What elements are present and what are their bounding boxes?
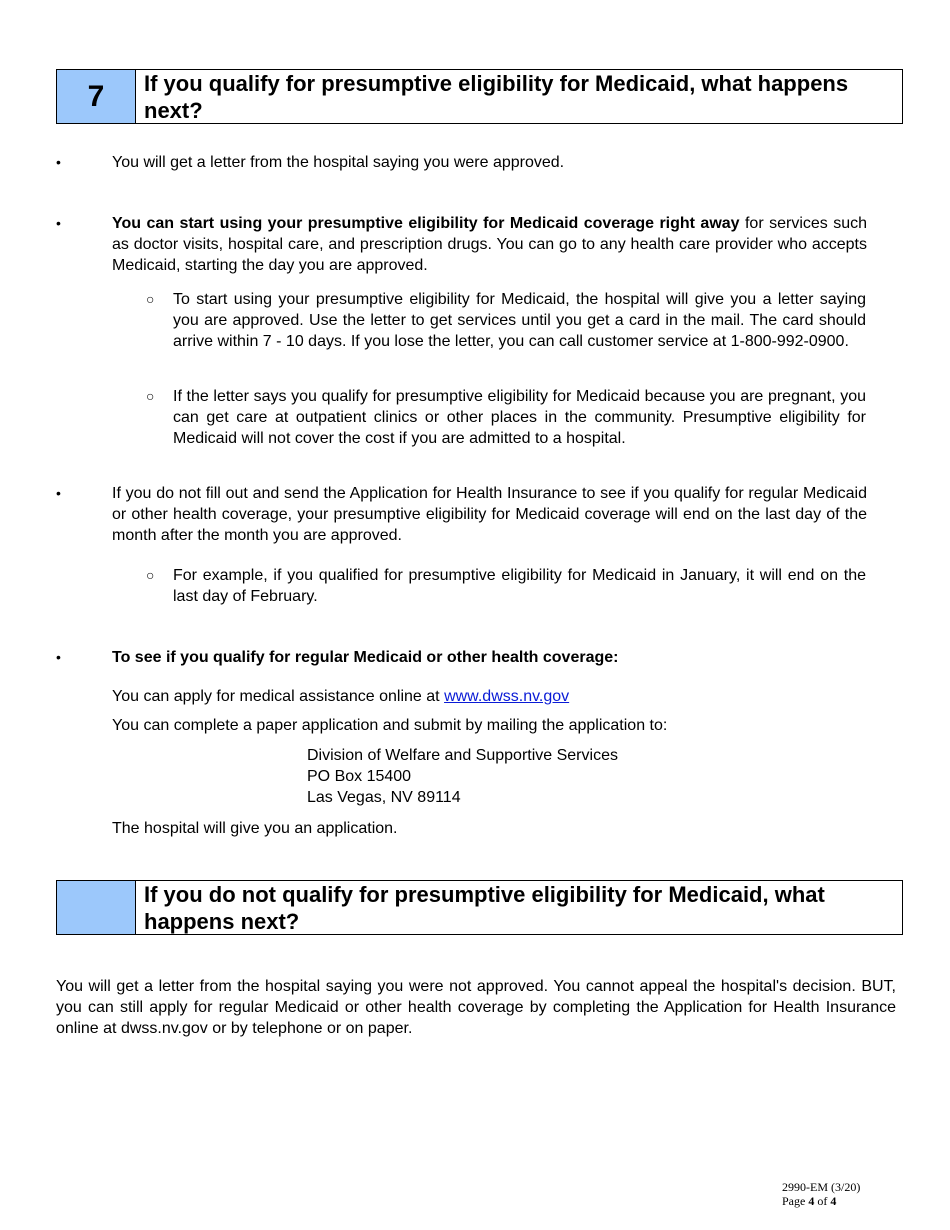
address-line-2: PO Box 15400 (307, 768, 412, 785)
page-prefix: Page (782, 1194, 809, 1208)
apply-online-text: You can apply for medical assistance online at (112, 688, 445, 705)
bullet-icon: • (56, 649, 61, 665)
bullet-icon: • (56, 485, 61, 501)
sub-bullet-icon: ○ (146, 567, 155, 583)
sub-bullet-icon: ○ (146, 291, 155, 307)
section-7-header (56, 69, 903, 124)
page-footer (782, 1180, 860, 1208)
section-number (57, 881, 136, 934)
apply-paper-text: You can complete a paper application and submit by mailing the application to: (112, 717, 668, 734)
page-current: 4 (808, 1194, 815, 1208)
not-qualify-header (56, 880, 903, 935)
hospital-application-text: The hospital will give you an application. (112, 820, 398, 837)
bullet-start-using-rest: for services such as doctor visits, hospital care, and prescription drugs. You can go to any health care provider who accepts Medicaid, starting the day you are approved. (112, 215, 867, 274)
bullet-coverage-end: If you do not fill out and send the Application for Health Insurance to see if you qualify for regular Medicaid or other health coverage, your presumptive eligibility for Medicaid coverage will end on the last day of the month after the month you are approved. (112, 485, 867, 544)
bullet-start-using-bold: You can start using your presumptive eligibility for Medicaid coverage right away (112, 215, 740, 232)
address-line-1: Division of Welfare and Supportive Services (307, 747, 618, 764)
bullet-regular-medicaid: To see if you qualify for regular Medicaid or other health coverage: (112, 649, 619, 666)
page-of: of (814, 1194, 831, 1208)
mailing-address (307, 745, 618, 808)
section-number: 7 (57, 70, 136, 123)
apply-online-line (112, 686, 569, 707)
form-id: 2990-EM (3/20) (782, 1180, 861, 1194)
bullet-start-using (112, 213, 867, 276)
dwss-website-link[interactable]: www.dwss.nv.gov (444, 688, 570, 705)
page-total: 4 (830, 1194, 837, 1208)
page-number (782, 1194, 860, 1208)
section-title: If you qualify for presumptive eligibility for Medicaid, what happens next? (144, 70, 849, 123)
not-qualify-body: You will get a letter from the hospital saying you were not approved. You cannot appeal the hospital's decision. BUT, you can still apply for regular Medicaid or other health coverage by completing the Application for Health Insurance online at dwss.nv.gov or by telephone or on paper. (56, 978, 896, 1037)
bullet-icon: • (56, 215, 61, 231)
sub-bullet-letter-card: To start using your presumptive eligibility for Medicaid, the hospital will give you a letter saying you are approved. Use the letter to get services until you get a card in the mail. The card should arrive within 7 - 10 days. If you lose the letter, you can call customer service at 1-800-992-0900. (173, 291, 866, 350)
section-title: If you do not qualify for presumptive eligibility for Medicaid, what happens next? (144, 881, 825, 934)
bullet-approved-letter: You will get a letter from the hospital saying you were approved. (112, 154, 565, 171)
sub-bullet-icon: ○ (146, 388, 155, 404)
address-line-3: Las Vegas, NV 89114 (307, 789, 461, 806)
sub-bullet-pregnant: If the letter says you qualify for presumptive eligibility for Medicaid because you are pregnant, you can get care at outpatient clinics or other places in the community. Presumptive eligibility for Medicaid will not cover the cost if you are admitted to a hospital. (173, 388, 866, 447)
sub-bullet-example: For example, if you qualified for presumptive eligibility for Medicaid in January, it will end on the last day of February. (173, 567, 866, 605)
bullet-icon: • (56, 154, 61, 170)
